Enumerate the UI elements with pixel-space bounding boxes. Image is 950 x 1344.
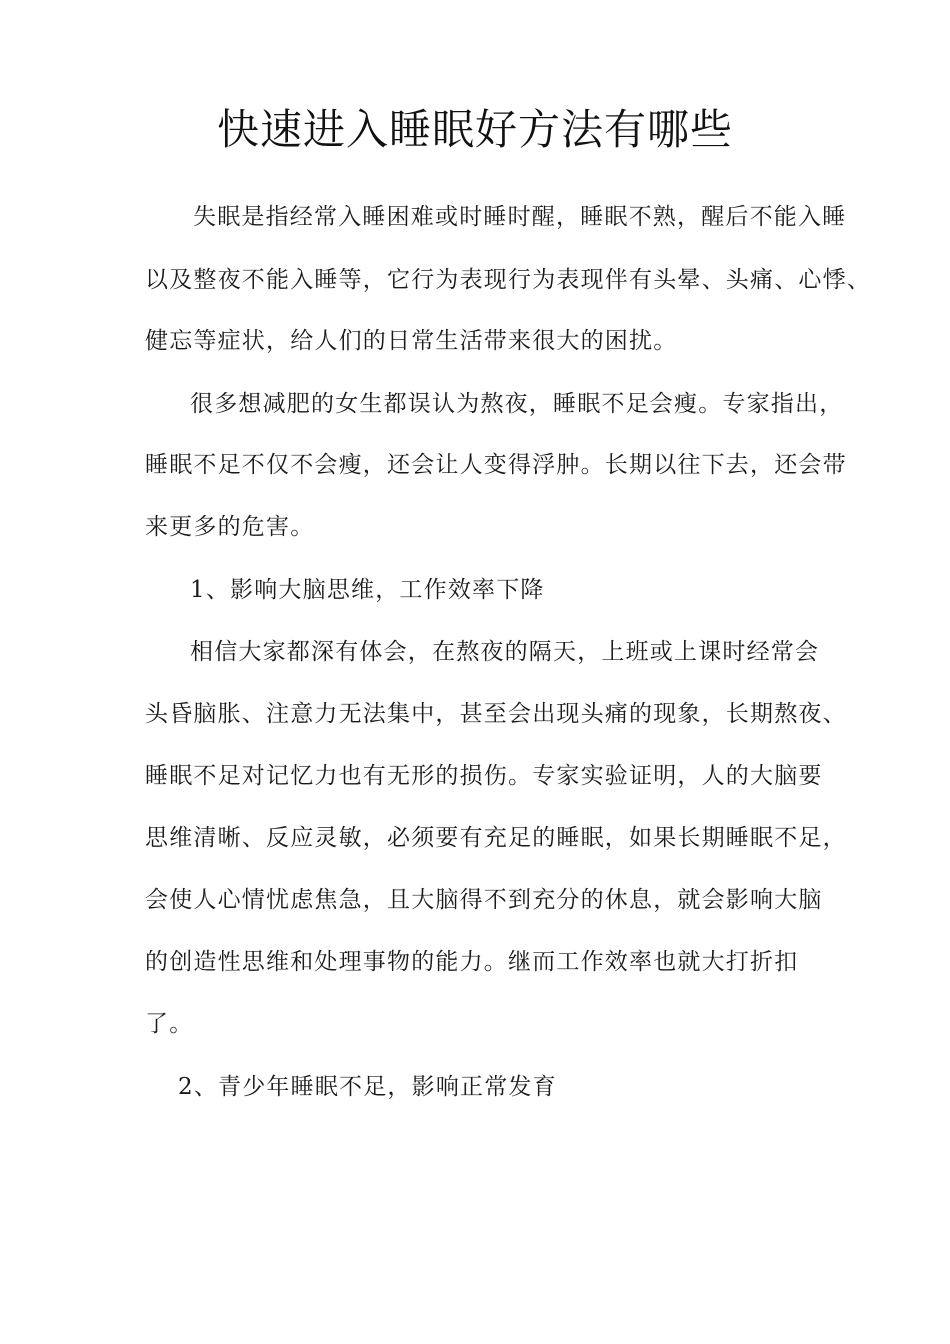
paragraph-3-line-6: 的创造性思维和处理事物的能力。继而工作效率也就大打折扣 xyxy=(145,949,799,975)
document-title: 快速进入睡眠好方法有哪些 xyxy=(216,105,733,154)
paragraph-3-line-7: 了。 xyxy=(145,1011,194,1037)
paragraph-1-line-1: 失眠是指经常入睡困难或时睡时醒，睡眠不熟，醒后不能入睡 xyxy=(193,204,847,230)
section-heading-1: 1、影响大脑思维，工作效率下降 xyxy=(190,577,545,603)
paragraph-3-line-4: 思维清晰、反应灵敏，必须要有充足的睡眠，如果长期睡眠不足， xyxy=(145,825,847,851)
section-heading-2: 2、青少年睡眠不足，影响正常发育 xyxy=(178,1074,557,1100)
paragraph-3-line-1: 相信大家都深有体会，在熬夜的隔天，上班或上课时经常会 xyxy=(190,639,820,665)
paragraph-1-line-2: 以及整夜不能入睡等，它行为表现行为表现伴有头晕、头痛、心悸、 xyxy=(145,267,871,293)
paragraph-2-line-3: 来更多的危害。 xyxy=(145,514,315,540)
paragraph-1-line-3: 健忘等症状，给人们的日常生活带来很大的困扰。 xyxy=(145,328,678,354)
paragraph-3-line-5: 会使人心情忧虑焦急，且大脑得不到充分的休息，就会影响大脑 xyxy=(145,887,823,913)
paragraph-3-line-3: 睡眠不足对记忆力也有无形的损伤。专家实验证明，人的大脑要 xyxy=(145,763,823,789)
paragraph-2-line-2: 睡眠不足不仅不会瘦，还会让人变得浮肿。长期以往下去，还会带 xyxy=(145,452,847,478)
paragraph-2-line-1: 很多想减肥的女生都误认为熬夜，睡眠不足会瘦。专家指出， xyxy=(190,391,844,417)
paragraph-3-line-2: 头昏脑胀、注意力无法集中，甚至会出现头痛的现象，长期熬夜、 xyxy=(145,701,847,727)
